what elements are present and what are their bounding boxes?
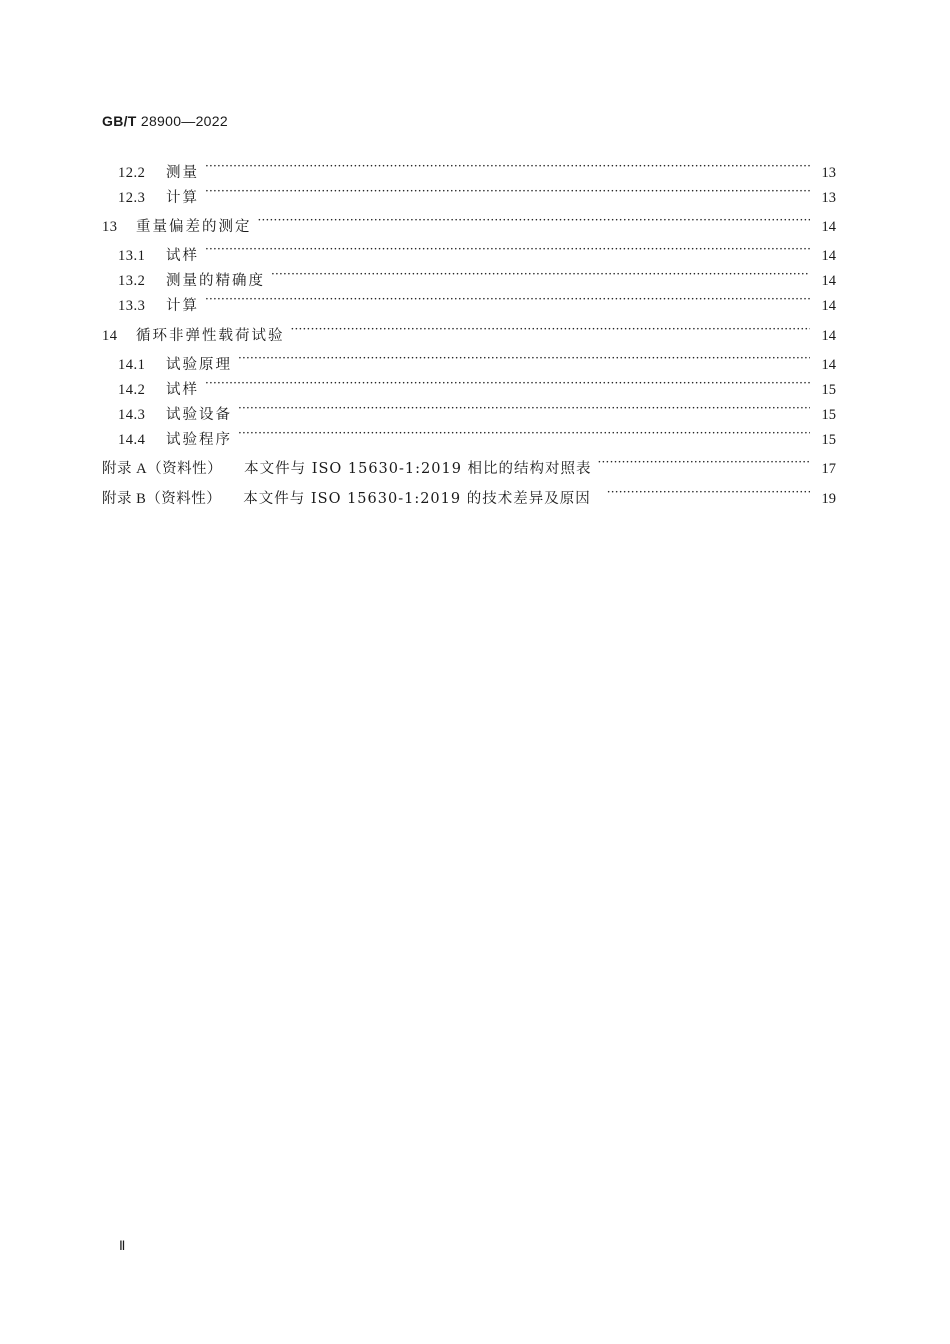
dot-leader	[205, 372, 810, 394]
toc-page: 15	[821, 432, 836, 448]
toc-title: 计算	[166, 298, 199, 314]
toc-entry-14-4[interactable]	[102, 422, 836, 448]
toc-title: 计算	[166, 190, 199, 206]
toc-title: 重量偏差的测定	[136, 219, 252, 235]
dot-leader	[291, 318, 811, 340]
toc-page: 14	[821, 328, 836, 344]
toc-title: 循环非弹性载荷试验	[136, 328, 285, 344]
toc-entry-appendix-a[interactable]	[102, 451, 836, 477]
toc-entry-appendix-b[interactable]	[102, 481, 836, 507]
toc-title: 测量的精确度	[166, 273, 265, 289]
toc-title: 试验原理	[166, 357, 232, 373]
toc-number: 12.2	[118, 165, 146, 181]
toc-number: 14	[102, 328, 118, 344]
toc-page: 13	[821, 165, 836, 181]
toc-page: 19	[821, 491, 836, 507]
toc-number: 14.3	[118, 407, 146, 423]
toc-title: 试验程序	[166, 432, 232, 448]
toc-page: 14	[821, 357, 836, 373]
dot-leader	[205, 288, 810, 310]
toc-number: 14.1	[118, 357, 146, 373]
toc-entry-13[interactable]	[102, 209, 836, 235]
toc-page: 15	[821, 407, 836, 423]
toc-entry-13-3[interactable]	[102, 288, 836, 314]
page-number: Ⅱ	[119, 1238, 126, 1253]
toc-number: 13.2	[118, 273, 146, 289]
toc-number: 附录 A（资料性）	[102, 461, 223, 477]
toc-number: 12.3	[118, 190, 146, 206]
dot-leader	[598, 451, 810, 473]
toc-number: 13	[102, 219, 118, 235]
document-code	[102, 113, 228, 129]
toc-entry-13-1[interactable]	[102, 238, 836, 264]
standard-prefix: GB/T	[102, 113, 137, 129]
dot-leader	[271, 263, 810, 285]
toc-page: 15	[821, 382, 836, 398]
toc-title: 试验设备	[166, 407, 232, 423]
toc-page: 14	[821, 219, 836, 235]
dot-leader	[238, 422, 810, 444]
toc-page: 14	[821, 298, 836, 314]
toc-title: 试样	[166, 248, 199, 264]
toc-entry-14[interactable]	[102, 318, 836, 344]
toc-entry-14-2[interactable]	[102, 372, 836, 398]
dot-leader	[205, 180, 810, 202]
toc-page: 14	[821, 273, 836, 289]
toc-title: 测量	[166, 165, 199, 181]
toc-number: 14.2	[118, 382, 146, 398]
toc-entry-12-2[interactable]	[102, 155, 836, 181]
dot-leader	[258, 209, 811, 231]
toc-page: 17	[821, 461, 836, 477]
dot-leader	[238, 347, 810, 369]
dot-leader	[205, 155, 810, 177]
toc-title: 本文件与 ISO 15630-1:2019 的技术差异及原因	[243, 491, 591, 507]
dot-leader	[238, 397, 810, 419]
toc-number: 13.3	[118, 298, 146, 314]
dot-leader	[205, 238, 810, 260]
toc-entry-14-3[interactable]	[102, 397, 836, 423]
toc-number: 附录 B（资料性）	[102, 491, 222, 507]
toc-number: 14.4	[118, 432, 146, 448]
toc-entry-13-2[interactable]	[102, 263, 836, 289]
toc-entry-12-3[interactable]	[102, 180, 836, 206]
toc-page: 14	[821, 248, 836, 264]
toc-title: 试样	[166, 382, 199, 398]
toc-number: 13.1	[118, 248, 146, 264]
toc-title: 本文件与 ISO 15630-1:2019 相比的结构对照表	[244, 461, 592, 477]
dot-leader	[607, 481, 810, 503]
standard-number: 28900—2022	[140, 113, 228, 129]
toc-entry-14-1[interactable]	[102, 347, 836, 373]
toc-page: 13	[821, 190, 836, 206]
